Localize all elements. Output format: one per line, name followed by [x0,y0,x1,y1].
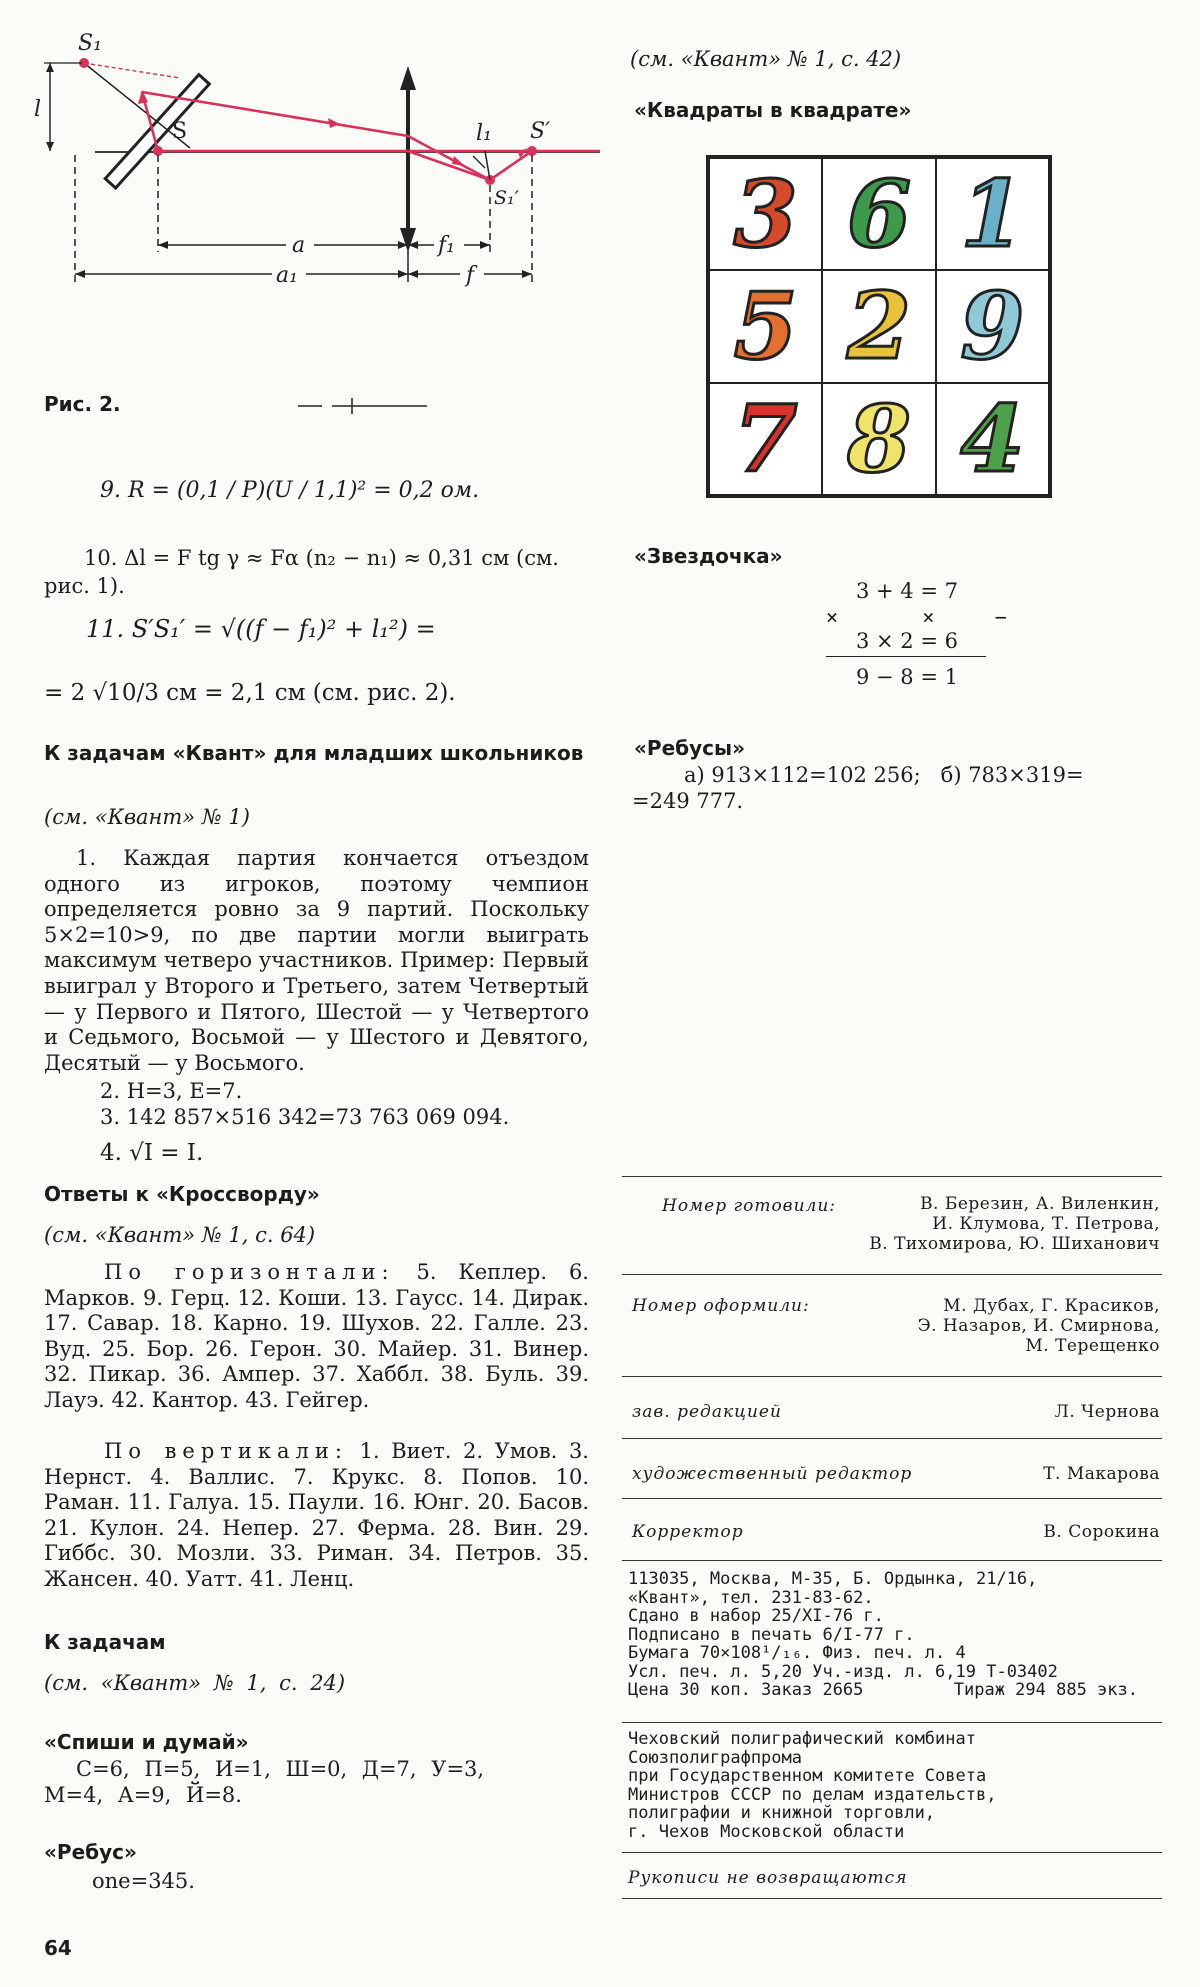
art-editor-name: Т. Макарова [1043,1464,1160,1484]
rebuses-line1: а) 913×112=102 256; б) 783×319= [684,763,1084,787]
rebus-answer: one=345. [92,1869,195,1893]
spishi-line1: С=6, П=5, И=1, Ш=0, Д=7, У=3, [76,1757,485,1781]
designed-label: Номер оформили: [632,1296,810,1316]
star-line4: 9 − 8 = 1 [856,665,958,689]
right-ref: (см. «Квант» № 1, с. 42) [630,47,902,71]
star-line3: 3 × 2 = 6 [856,629,958,653]
vertical-answers: 1. Виет. 2. Умов. 3. Нернст. 4. Валлис. 7. Крукс. 8. Попов. 10. Раман. 11. Галуа. 15. Паули. 16. Юнг. 20. Басов. 21. Кулон. 24. Непер. 27. Ферма. 28. Вин. 29. Гиббс. 30. Мозли. 33. Риман. 34. Петров. 35. Жансен. 40. Уатт. 41. Ленц. [44,1439,589,1591]
square-cell [822,158,935,270]
horizontal-label: По горизонтали: [104,1260,395,1284]
label-l: l [34,97,42,122]
rebuses-heading: «Ребусы» [634,736,746,760]
decorative-rule-mark [292,396,432,416]
prepared-names [830,1194,1160,1254]
designed-name-line: Э. Назаров, И. Смирнова, [917,1316,1160,1336]
price-row [628,1681,1138,1700]
answer-10: 10. Δl = F tg γ ≈ Fα (n₂ − n₁) ≈ 0,31 см (см. рис. 1). [44,546,559,598]
answer-9: 9. R = (0,1 / P)(U / 1,1)² = 0,2 ом. [100,478,480,503]
designed-name-line: М. Терещенко [1025,1336,1160,1356]
horizontal-answers: 5. Кеплер. 6. Марков. 9. Герц. 12. Коши. 13. Гаусс. 14. Дирак. 17. Савар. 18. Карно. 19. Шухов. 22. Галле. 23. Вуд. 25. Бор. 26. Герон. 30. Майер. 31. Винер. 32. Пикар. 36. Ампер. 37. Хаббл. 38. Буль. 39. Лауэ. 42. Кантор. 43. Гейгер. [44,1260,589,1412]
imprint-line: Сдано в набор 25/XI-76 г. [628,1606,884,1626]
rebus-heading: «Ребус» [44,1840,137,1864]
label-s-prime: S′ [530,119,551,144]
square-digit: 5 [733,272,798,381]
square-cell [936,158,1049,270]
square-cell [709,383,822,495]
star-line1: 3 + 4 = 7 [856,579,958,603]
lens-arrow-top [400,66,416,90]
label-a: a [292,233,306,258]
label-l1: l₁ [476,121,492,146]
printer-block [628,1730,1168,1841]
square-cell [936,270,1049,382]
printer-line: полиграфии и книжной торговли, [628,1803,936,1823]
square-digit: 6 [846,160,911,269]
imprint-line: «Квант», тел. 231-83-62. [628,1587,874,1608]
prepared-name-line: И. Клумова, Т. Петрова, [932,1214,1160,1234]
square-cell [709,158,822,270]
printer-line: Союзполиграфпрома [628,1747,802,1768]
crossword-horizontal [44,1260,589,1413]
answer-11-line2: = 2 √10/3 см = 2,1 см (см. рис. 2). [44,680,456,706]
price-text: Цена 30 коп. Заказ 2665 [628,1680,864,1700]
label-f1: f₁ [438,233,455,258]
junior-heading: К задачам «Квант» для младших школьников [44,741,584,765]
junior-answer-3: 3. 142 857×516 342=73 763 069 094. [100,1105,510,1129]
imprint-line: 113035, Москва, М-35, Б. Ордынка, 21/16, [628,1569,1038,1589]
label-s1-prime: S₁′ [494,187,519,209]
square-digit: 4 [960,384,1025,493]
rebuses-line2: =249 777. [632,789,744,813]
square-digit: 9 [960,272,1025,381]
designed-names [830,1296,1160,1356]
printer-line: г. Чехов Московской области [628,1821,905,1842]
star-line2: × × − [826,605,1007,629]
prepared-label: Номер готовили: [662,1196,837,1216]
circulation-text: Тираж 294 885 экз. [953,1680,1138,1700]
magic-square-grid [706,155,1052,498]
label-a1: a₁ [276,263,298,288]
problems-heading: К задачам [44,1630,166,1654]
junior-ref: (см. «Квант» № 1) [44,805,250,829]
imprint-line: Подписано в печать 6/I-77 г. [628,1624,915,1645]
art-editor-label: художественный редактор [632,1464,913,1484]
imprint-line: Бумага 70×108¹/₁₆. Физ. печ. л. 4 [628,1643,966,1663]
spishi-heading: «Спиши и думай» [44,1730,249,1754]
no-return-note: Рукописи не возвращаются [628,1868,908,1888]
square-digit: 3 [733,160,798,269]
answer-11-line1: 11. S′S₁′ = √((f − f₁)² + l₁²) = [86,615,436,643]
editor-label: зав. редакцией [632,1402,782,1422]
editor-name: Л. Чернова [1054,1402,1160,1422]
squares-heading: «Квадраты в квадрате» [634,98,912,122]
designed-name-line: М. Дубах, Г. Красиков, [943,1296,1160,1316]
square-digit: 8 [846,384,911,493]
vertical-label: По вертикали: [104,1439,348,1463]
junior-answer-4: 4. √I = I. [100,1140,204,1166]
crossword-vertical [44,1439,589,1592]
square-cell [936,383,1049,495]
star-heading: «Звездочка» [634,544,783,568]
label-f: f [466,263,475,288]
prepared-name-line: В. Тихомирова, Ю. Шихaнович [869,1234,1160,1254]
star-divider [826,656,986,657]
corrector-label: Корректор [632,1522,744,1542]
imprint-line: Усл. печ. л. 5,20 Уч.-изд. л. 6,19 Т-03402 [628,1661,1058,1682]
square-cell [822,270,935,382]
printer-line: при Государственном комитете Совета [628,1766,987,1786]
prepared-name-line: В. Березин, А. Виленкин, [920,1194,1160,1214]
square-cell [822,383,935,495]
square-digit: 7 [733,384,798,493]
printer-line: Министров СССР по делам издательств, [628,1784,997,1805]
junior-answer-2: 2. Н=3, Е=7. [100,1079,243,1103]
square-digit: 1 [960,160,1025,269]
junior-answer-1: 1. Каждая партия кончается отъездом одного из игроков, поэтому чемпион определяется ровно за 9 партий. Поскольку 5×2=10>9, по две партии могли выиграть максимум четверо участников. Пример: Первый выиграл у Второго и Третьего, затем Четвертый — у Первого и Пятого, Шестой — у Четвертого и Седьмого, Восьмой — у Шестого и Девятого, Десятый — у Восьмого. [44,846,589,1075]
crossword-ref: (см. «Квант» № 1, с. 64) [44,1223,316,1247]
crossword-heading: Ответы к «Кроссворду» [44,1182,320,1206]
problems-ref: (см. «Квант» № 1, с. 24) [44,1671,346,1695]
square-digit: 2 [846,272,911,381]
corrector-name: В. Сорокина [1043,1522,1160,1542]
square-cell [709,270,822,382]
optics-diagram [34,20,630,365]
printer-line: Чеховский полиграфический комбинат [628,1729,976,1749]
label-s1: S₁ [78,31,102,56]
spishi-line2: М=4, А=9, Й=8. [44,1783,242,1807]
figure-caption: Рис. 2. [44,392,121,416]
label-s: S [172,119,188,144]
page-number: 64 [44,1936,72,1960]
imprint-block [628,1570,1168,1700]
